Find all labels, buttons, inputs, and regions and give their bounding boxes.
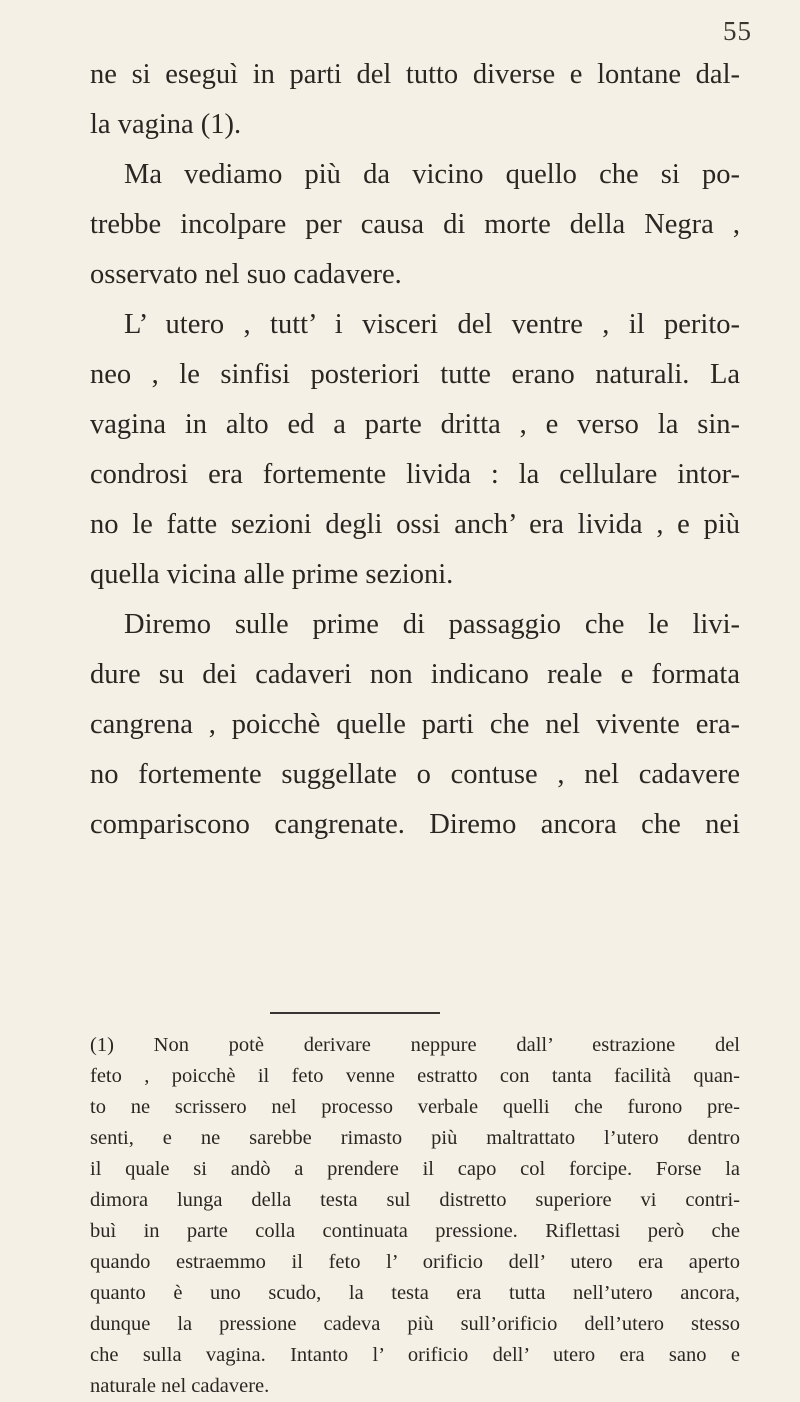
text-line: trebbe incolpare per causa di morte della Negra , xyxy=(90,209,740,240)
footnote-divider xyxy=(270,1012,440,1014)
footnote-line: (1) Non potè derivare neppure dall’ estrazione del xyxy=(90,1034,740,1056)
footnote-line: quando estraemmo il feto l’ orificio dell’ utero era aperto xyxy=(90,1251,740,1273)
page-number: 55 xyxy=(723,16,752,46)
footnote-line: dimora lunga della testa sul distretto superiore vi contri- xyxy=(90,1189,740,1211)
text-line: ne si eseguì in parti del tutto diverse e lontane dal- xyxy=(90,59,740,90)
footnote-line: to ne scrissero nel processo verbale quelli che furono pre- xyxy=(90,1096,740,1118)
text-line: Diremo sulle prime di passaggio che le livi- xyxy=(124,609,740,640)
footnote-line: dunque la pressione cadeva più sull’orificio dell’utero stesso xyxy=(90,1313,740,1335)
text-line: Ma vediamo più da vicino quello che si po- xyxy=(124,159,740,190)
footnote-line: che sulla vagina. Intanto l’ orificio dell’ utero era sano e xyxy=(90,1344,740,1366)
text-line: no le fatte sezioni degli ossi anch’ era livida , e più xyxy=(90,509,740,540)
text-line: compariscono cangrenate. Diremo ancora che nei xyxy=(90,809,740,840)
text-line: dure su dei cadaveri non indicano reale e formata xyxy=(90,659,740,690)
text-line: neo , le sinfisi posteriori tutte erano naturali. La xyxy=(90,359,740,390)
footnote-line: feto , poicchè il feto venne estratto con tanta facilità quan- xyxy=(90,1065,740,1087)
text-line: osservato nel suo cadavere. xyxy=(90,259,402,290)
main-text xyxy=(90,50,740,850)
footnote-line: il quale si andò a prendere il capo col forcipe. Forse la xyxy=(90,1158,740,1180)
footnote-line: senti, e ne sarebbe rimasto più maltrattato l’utero dentro xyxy=(90,1127,740,1149)
footnote-line: buì in parte colla continuata pressione. Riflettasi però che xyxy=(90,1220,740,1242)
footnote-line: quanto è uno scudo, la testa era tutta nell’utero ancora, xyxy=(90,1282,740,1304)
text-line: vagina in alto ed a parte dritta , e verso la sin- xyxy=(90,409,740,440)
footnote xyxy=(90,1030,740,1402)
footnote-line: naturale nel cadavere. xyxy=(90,1375,270,1397)
text-line: cangrena , poicchè quelle parti che nel vivente era- xyxy=(90,709,740,740)
text-line: quella vicina alle prime sezioni. xyxy=(90,559,454,590)
text-line: no fortemente suggellate o contuse , nel cadavere xyxy=(90,759,740,790)
text-line: L’ utero , tutt’ i visceri del ventre , il perito- xyxy=(124,309,740,340)
text-line: la vagina (1). xyxy=(90,109,242,140)
text-line: condrosi era fortemente livida : la cellulare intor- xyxy=(90,459,740,490)
